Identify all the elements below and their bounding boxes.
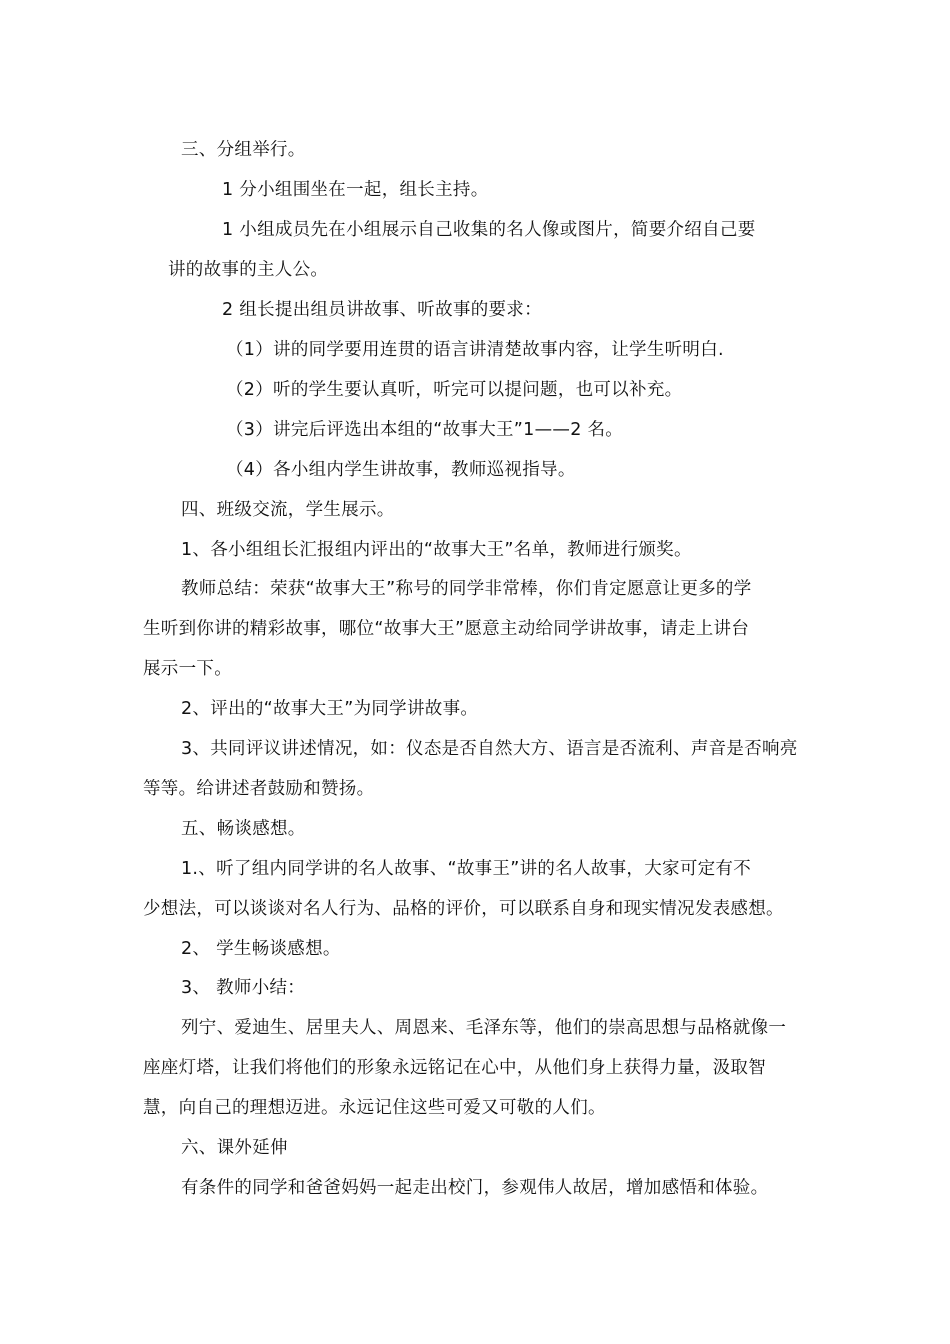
paragraph-line: 2、 学生畅谈感想。 [181,939,341,959]
list-item: （3）讲完后评选出本组的“故事大王”1——2 名。 [226,420,624,440]
paragraph-line: 2 组长提出组员讲故事、听故事的要求： [222,300,542,320]
section-heading-4: 四、班级交流，学生展示。 [181,500,395,520]
paragraph-line: 等等。给讲述者鼓励和赞扬。 [143,779,375,799]
list-item: （2）听的学生要认真听，听完可以提问题，也可以补充。 [226,380,683,400]
paragraph-line: 1、各小组组长汇报组内评出的“故事大王”名单，教师进行颁奖。 [181,540,692,560]
paragraph-line: 列宁、爱迪生、居里夫人、周恩来、毛泽东等，他们的崇高思想与品格就像一 [181,1018,787,1038]
section-heading-6: 六、课外延伸 [181,1138,288,1158]
paragraph-line: 3、 教师小结： [181,978,306,998]
list-item: （4）各小组内学生讲故事，教师巡视指导。 [226,460,576,480]
paragraph-line: 1.、听了组内同学讲的名人故事、“故事王”讲的名人故事，大家可定有不 [181,859,752,879]
paragraph-line: 座座灯塔，让我们将他们的形象永远铭记在心中，从他们身上获得力量，汲取智 [143,1058,766,1078]
paragraph-line: 生听到你讲的精彩故事，哪位“故事大王”愿意主动给同学讲故事，请走上讲台 [143,619,750,639]
paragraph-line: 2、评出的“故事大王”为同学讲故事。 [181,699,479,719]
paragraph-line: 教师总结：荣获“故事大王”称号的同学非常棒，你们肯定愿意让更多的学 [181,579,752,599]
paragraph-line: 有条件的同学和爸爸妈妈一起走出校门，参观伟人故居，增加感悟和体验。 [181,1178,769,1198]
paragraph-line: 1 小组成员先在小组展示自己收集的名人像或图片，简要介绍自己要 [222,220,756,240]
paragraph-line: 少想法，可以谈谈对名人行为、品格的评价，可以联系自身和现实情况发表感想。 [143,899,784,919]
paragraph-line: 1 分小组围坐在一起，组长主持。 [222,180,489,200]
paragraph-line: 慧，向自己的理想迈进。永远记住这些可爱又可敬的人们。 [143,1098,606,1118]
list-item: （1）讲的同学要用连贯的语言讲清楚故事内容，让学生听明白. [226,340,724,360]
section-heading-3: 三、分组举行。 [181,140,306,160]
paragraph-line: 展示一下。 [143,659,232,679]
section-heading-5: 五、畅谈感想。 [181,819,306,839]
paragraph-line: 讲的故事的主人公。 [168,260,329,280]
paragraph-line: 3、共同评议讲述情况，如：仪态是否自然大方、语言是否流利、声音是否响亮 [181,739,798,759]
